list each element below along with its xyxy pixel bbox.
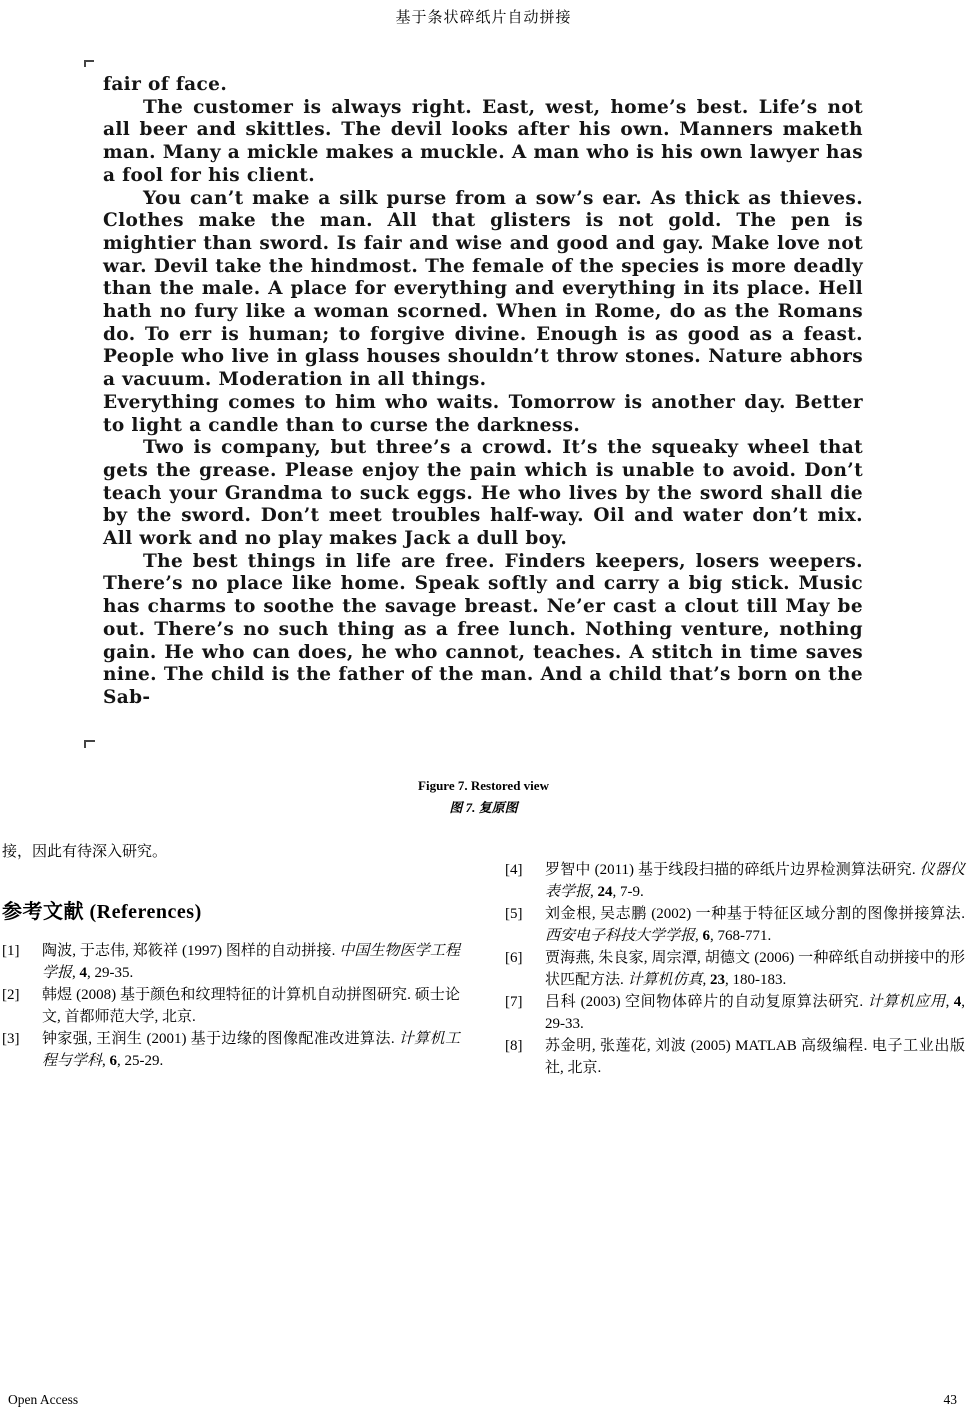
- scan-crop-mark-bottom: [84, 740, 95, 748]
- reference-label: [5]: [505, 906, 523, 922]
- reference-item: [505, 1036, 965, 1079]
- reference-label: [7]: [505, 994, 523, 1010]
- body-column-right: [505, 842, 965, 1080]
- reference-text: 韩煜 (2008) 基于颜色和纹理特征的计算机自动拼图研究. 硕士论文, 首都师范大学, 北京.: [42, 987, 460, 1025]
- footer-page-number: 43: [943, 1392, 957, 1407]
- restored-view-scan-image: [103, 74, 863, 710]
- reference-text: 吕科 (2003) 空间物体碎片的自动复原算法研究. 计算机应用, 4, 29-33.: [545, 994, 965, 1032]
- references-list-right: [505, 860, 965, 1079]
- references-heading: 参考文献 (References): [2, 900, 202, 923]
- reference-text: 钟家强, 王润生 (2001) 基于边缘的图像配准改进算法. 计算机工程与学科, 6, 25-29.: [42, 1031, 460, 1069]
- reference-item: [505, 860, 965, 903]
- reference-text: 陶波, 于志伟, 郑筱祥 (1997) 图样的自动拼接. 中国生物医学工程学报, 4, 29-35.: [42, 943, 460, 981]
- reference-item: [2, 1029, 460, 1072]
- reference-item: [505, 904, 965, 947]
- reference-label: [4]: [505, 862, 523, 878]
- reference-item: [2, 985, 460, 1028]
- reference-text: 苏金明, 张莲花, 刘波 (2005) MATLAB 高级编程. 电子工业出版社, 北京.: [545, 1038, 965, 1076]
- running-header-title: 基于条状碎纸片自动拼接: [395, 10, 572, 26]
- body-column-left: [2, 842, 460, 1073]
- reference-text: 罗智中 (2011) 基于线段扫描的碎纸片边界检测算法研究. 仪器仪表学报, 24, 7-9.: [545, 862, 965, 900]
- figure-caption-chinese: 图 7. 复原图: [449, 800, 518, 815]
- scan-text-paragraph: Everything comes to him who waits. Tomorrow is another day. Better to light a candle than to curse the darkness.: [103, 391, 863, 436]
- scan-text-paragraph: Two is company, but three’s a crowd. It’s the squeaky wheel that gets the grease. Please enjoy the pain which is unable to avoid. Don’t teach your Grandma to suck eggs. He who lives by the sword shall die by the sword. Don’t meet troubles half-way. Oil and water don’t mix. All work and no play makes Jack a dull boy.: [103, 437, 863, 550]
- reference-label: [2]: [2, 987, 20, 1003]
- reference-text: 刘金根, 吴志鹏 (2002) 一种基于特征区域分割的图像拼接算法. 西安电子科技大学学报, 6, 768-771.: [545, 906, 965, 944]
- reference-label: [3]: [2, 1031, 20, 1047]
- reference-item: [505, 948, 965, 991]
- reference-item: [505, 992, 965, 1035]
- reference-label: [8]: [505, 1038, 523, 1054]
- scan-crop-mark-top: [84, 60, 94, 67]
- figure-caption: [0, 778, 967, 816]
- scan-text-paragraph: The customer is always right. East, west, home’s best. Life’s not all beer and skittles. The devil looks after his own. Manners maketh man. Many a mickle makes a muckle. A man who is his own lawyer has a fool for his client.: [103, 96, 863, 186]
- references-list-left: [2, 941, 460, 1072]
- scan-text-paragraph: You can’t make a silk purse from a sow’s ear. As thick as thieves. Clothes make the man. All that glisters is not gold. The pen is mightier than sword. Is fair and wise and good and gay. Make love not war. Devil take the hindmost. The female of the species is more deadly than the male. A place for everything and everything in its place. Hell hath no fury like a woman scorned. When in Rome, do as the Romans do. To err is human; to forgive divine. Enough is as good as a feast. People who live in glass houses shouldn’t throw stones. Nature abhors a vacuum. Moderation in all things.: [103, 187, 863, 391]
- continuation-paragraph: 接，因此有待深入研究。: [2, 844, 168, 860]
- scan-text-paragraph: fair of face.: [103, 74, 228, 95]
- reference-text: 贾海燕, 朱良家, 周宗潭, 胡德文 (2006) 一种碎纸自动拼接中的形状匹配方法. 计算机仿真, 23, 180-183.: [545, 950, 965, 988]
- footer-open-access: Open Access: [8, 1392, 79, 1407]
- reference-item: [2, 941, 460, 984]
- reference-label: [1]: [2, 943, 20, 959]
- reference-label: [6]: [505, 950, 523, 966]
- figure-caption-english: Figure 7. Restored view: [418, 778, 549, 793]
- scan-text-paragraph: The best things in life are free. Finders keepers, losers weepers. There’s no place like home. Speak softly and carry a big stick. Music has charms to soothe the savage breast. Ne’er cast a clout till May be out. There’s no such thing as a free lunch. Nothing venture, nothing gain. He who can does, he who cannot, teaches. A stitch in time saves nine. The child is the father of the man. And a child that’s born on the Sab-: [103, 550, 863, 708]
